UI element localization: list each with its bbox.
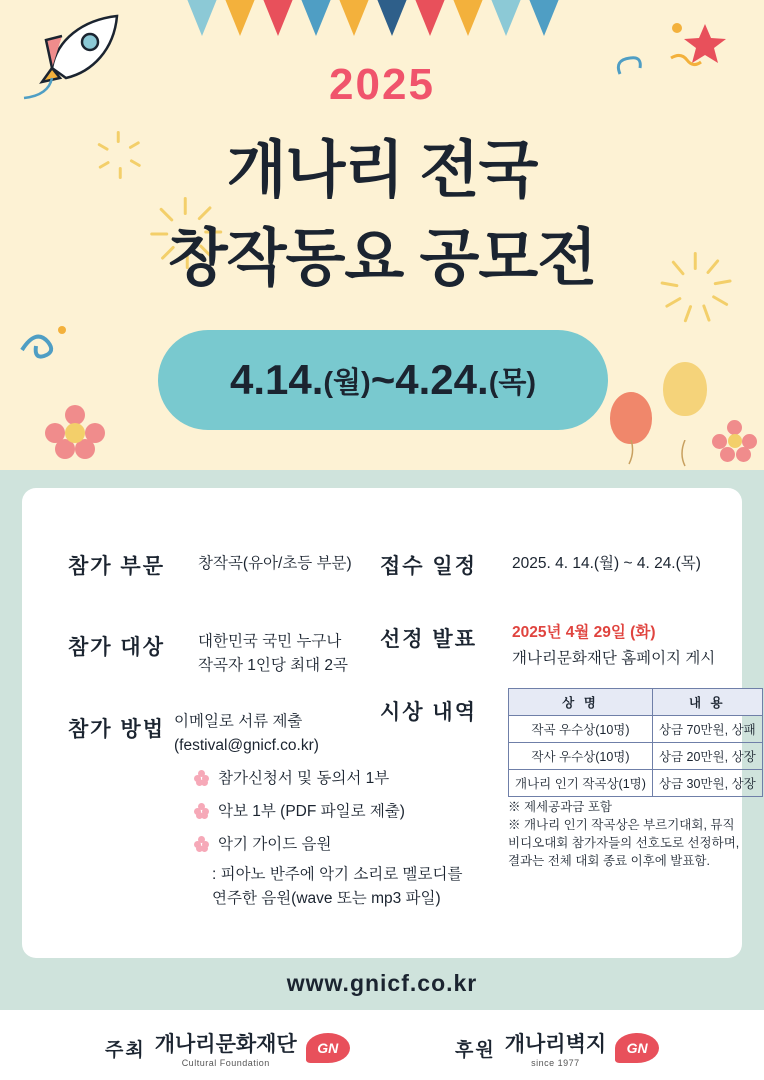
date-end: 4.24. xyxy=(395,356,489,403)
list-item xyxy=(194,799,484,824)
host-logo-mark: GN xyxy=(306,1033,350,1063)
date-start: 4.14. xyxy=(229,356,324,403)
table-row xyxy=(509,716,763,743)
host-name: 개나리문화재단 xyxy=(154,1033,297,1056)
table-header-row xyxy=(509,689,763,716)
cell-prize-name: 작사 우수상(10명) xyxy=(509,743,653,770)
squiggle-icon xyxy=(14,310,74,370)
table-row xyxy=(509,770,763,797)
host-subtitle: Cultural Foundation xyxy=(181,1058,270,1068)
sponsor-logo-mark: GN xyxy=(615,1033,659,1063)
cell-prize-name: 개나리 인기 작곡상(1명) xyxy=(509,770,653,797)
note-line-4: 결과는 전체 대회 종료 이후에 발표함. xyxy=(508,854,710,869)
flower-icon-right xyxy=(712,420,758,466)
cell-prize-detail: 상금 30만원, 상장 xyxy=(652,770,762,797)
bullet-text: 악보 1부 (PDF 파일로 제출) xyxy=(218,803,405,821)
date-end-day: (목) xyxy=(488,366,537,399)
cell-prize-name: 작곡 우수상(10명) xyxy=(509,716,653,743)
poster-year: 2025 xyxy=(329,60,435,109)
prize-table xyxy=(508,688,763,797)
poster-footer xyxy=(0,1010,764,1080)
poster-title-line1: 개나리 전국 xyxy=(226,136,538,205)
poster-info-panel xyxy=(0,470,764,1010)
note-line-2: ※ 개나리 인기 작곡상은 부르기대회, 뮤직 xyxy=(508,818,735,833)
poster-title-line2: 창작동요 공모전 xyxy=(167,224,597,293)
value-category: 창작곡(유아/초등 부문) xyxy=(198,555,352,572)
col-prize-name: 상 명 xyxy=(509,689,653,716)
value-eligibility-line1: 대한민국 국민 누구나 xyxy=(198,633,342,650)
flower-bullet-icon xyxy=(194,770,209,785)
date-start-day: (월) xyxy=(323,366,371,399)
list-item xyxy=(194,832,484,857)
cell-prize-detail: 상금 70만원, 상패 xyxy=(652,716,762,743)
apply-note-line1: : 피아노 반주에 악기 소리로 멜로디를 xyxy=(212,866,463,883)
website-url[interactable]: www.gnicf.co.kr xyxy=(286,970,478,996)
list-item xyxy=(194,766,484,791)
value-eligibility-line2: 작곡자 1인당 최대 2곡 xyxy=(198,657,348,674)
host-label: 주최 xyxy=(105,1039,146,1061)
label-announcement: 선정 발표 xyxy=(380,628,477,651)
value-apply-line1: 이메일로 서류 제출 xyxy=(174,713,303,730)
poster-top-section xyxy=(0,0,764,470)
col-prize-detail: 내 용 xyxy=(652,689,762,716)
value-schedule: 2025. 4. 14.(월) ~ 4. 24.(목) xyxy=(512,555,701,572)
flower-bullet-icon xyxy=(194,836,209,851)
flower-icon-left xyxy=(45,405,105,465)
value-apply-email: (festival@gnicf.co.kr) xyxy=(174,737,319,754)
label-prizes: 시상 내역 xyxy=(380,701,477,724)
label-eligibility: 참가 대상 xyxy=(68,636,165,659)
balloon-icon-yellow xyxy=(663,362,707,416)
value-announcement-where: 개나리문화재단 홈페이지 게시 xyxy=(512,650,716,667)
date-range xyxy=(158,330,608,430)
sponsor-subtitle: since 1977 xyxy=(531,1058,580,1068)
sponsor-organization xyxy=(455,1028,659,1068)
label-how-to-apply: 참가 방법 xyxy=(68,718,165,741)
note-line-3: 비디오대회 참가자들의 선호도로 선정하며, xyxy=(508,836,740,851)
sponsor-name: 개나리벽지 xyxy=(504,1033,607,1056)
prize-notes xyxy=(508,798,753,871)
label-schedule: 접수 일정 xyxy=(380,555,477,578)
apply-note-line2: 연주한 음원(wave 또는 mp3 파일) xyxy=(212,890,441,907)
date-tilde: ~ xyxy=(370,356,396,403)
info-card xyxy=(22,488,756,958)
label-category: 참가 부문 xyxy=(68,555,165,578)
value-announcement-date: 2025년 4월 29일 (화) xyxy=(512,624,656,641)
host-organization xyxy=(105,1028,350,1068)
balloon-icon-orange xyxy=(610,392,652,444)
sponsor-label: 후원 xyxy=(455,1039,496,1061)
bullet-text: 악기 가이드 음원 xyxy=(218,836,332,854)
flower-bullet-icon xyxy=(194,803,209,818)
apply-bullet-list xyxy=(194,766,484,857)
note-line-1: ※ 제세공과금 포함 xyxy=(508,800,612,814)
table-row xyxy=(509,743,763,770)
cell-prize-detail: 상금 20만원, 상장 xyxy=(652,743,762,770)
bunting-decoration xyxy=(185,0,585,54)
bullet-text: 참가신청서 및 동의서 1부 xyxy=(218,770,390,787)
balloon-strings-icon xyxy=(605,440,715,470)
